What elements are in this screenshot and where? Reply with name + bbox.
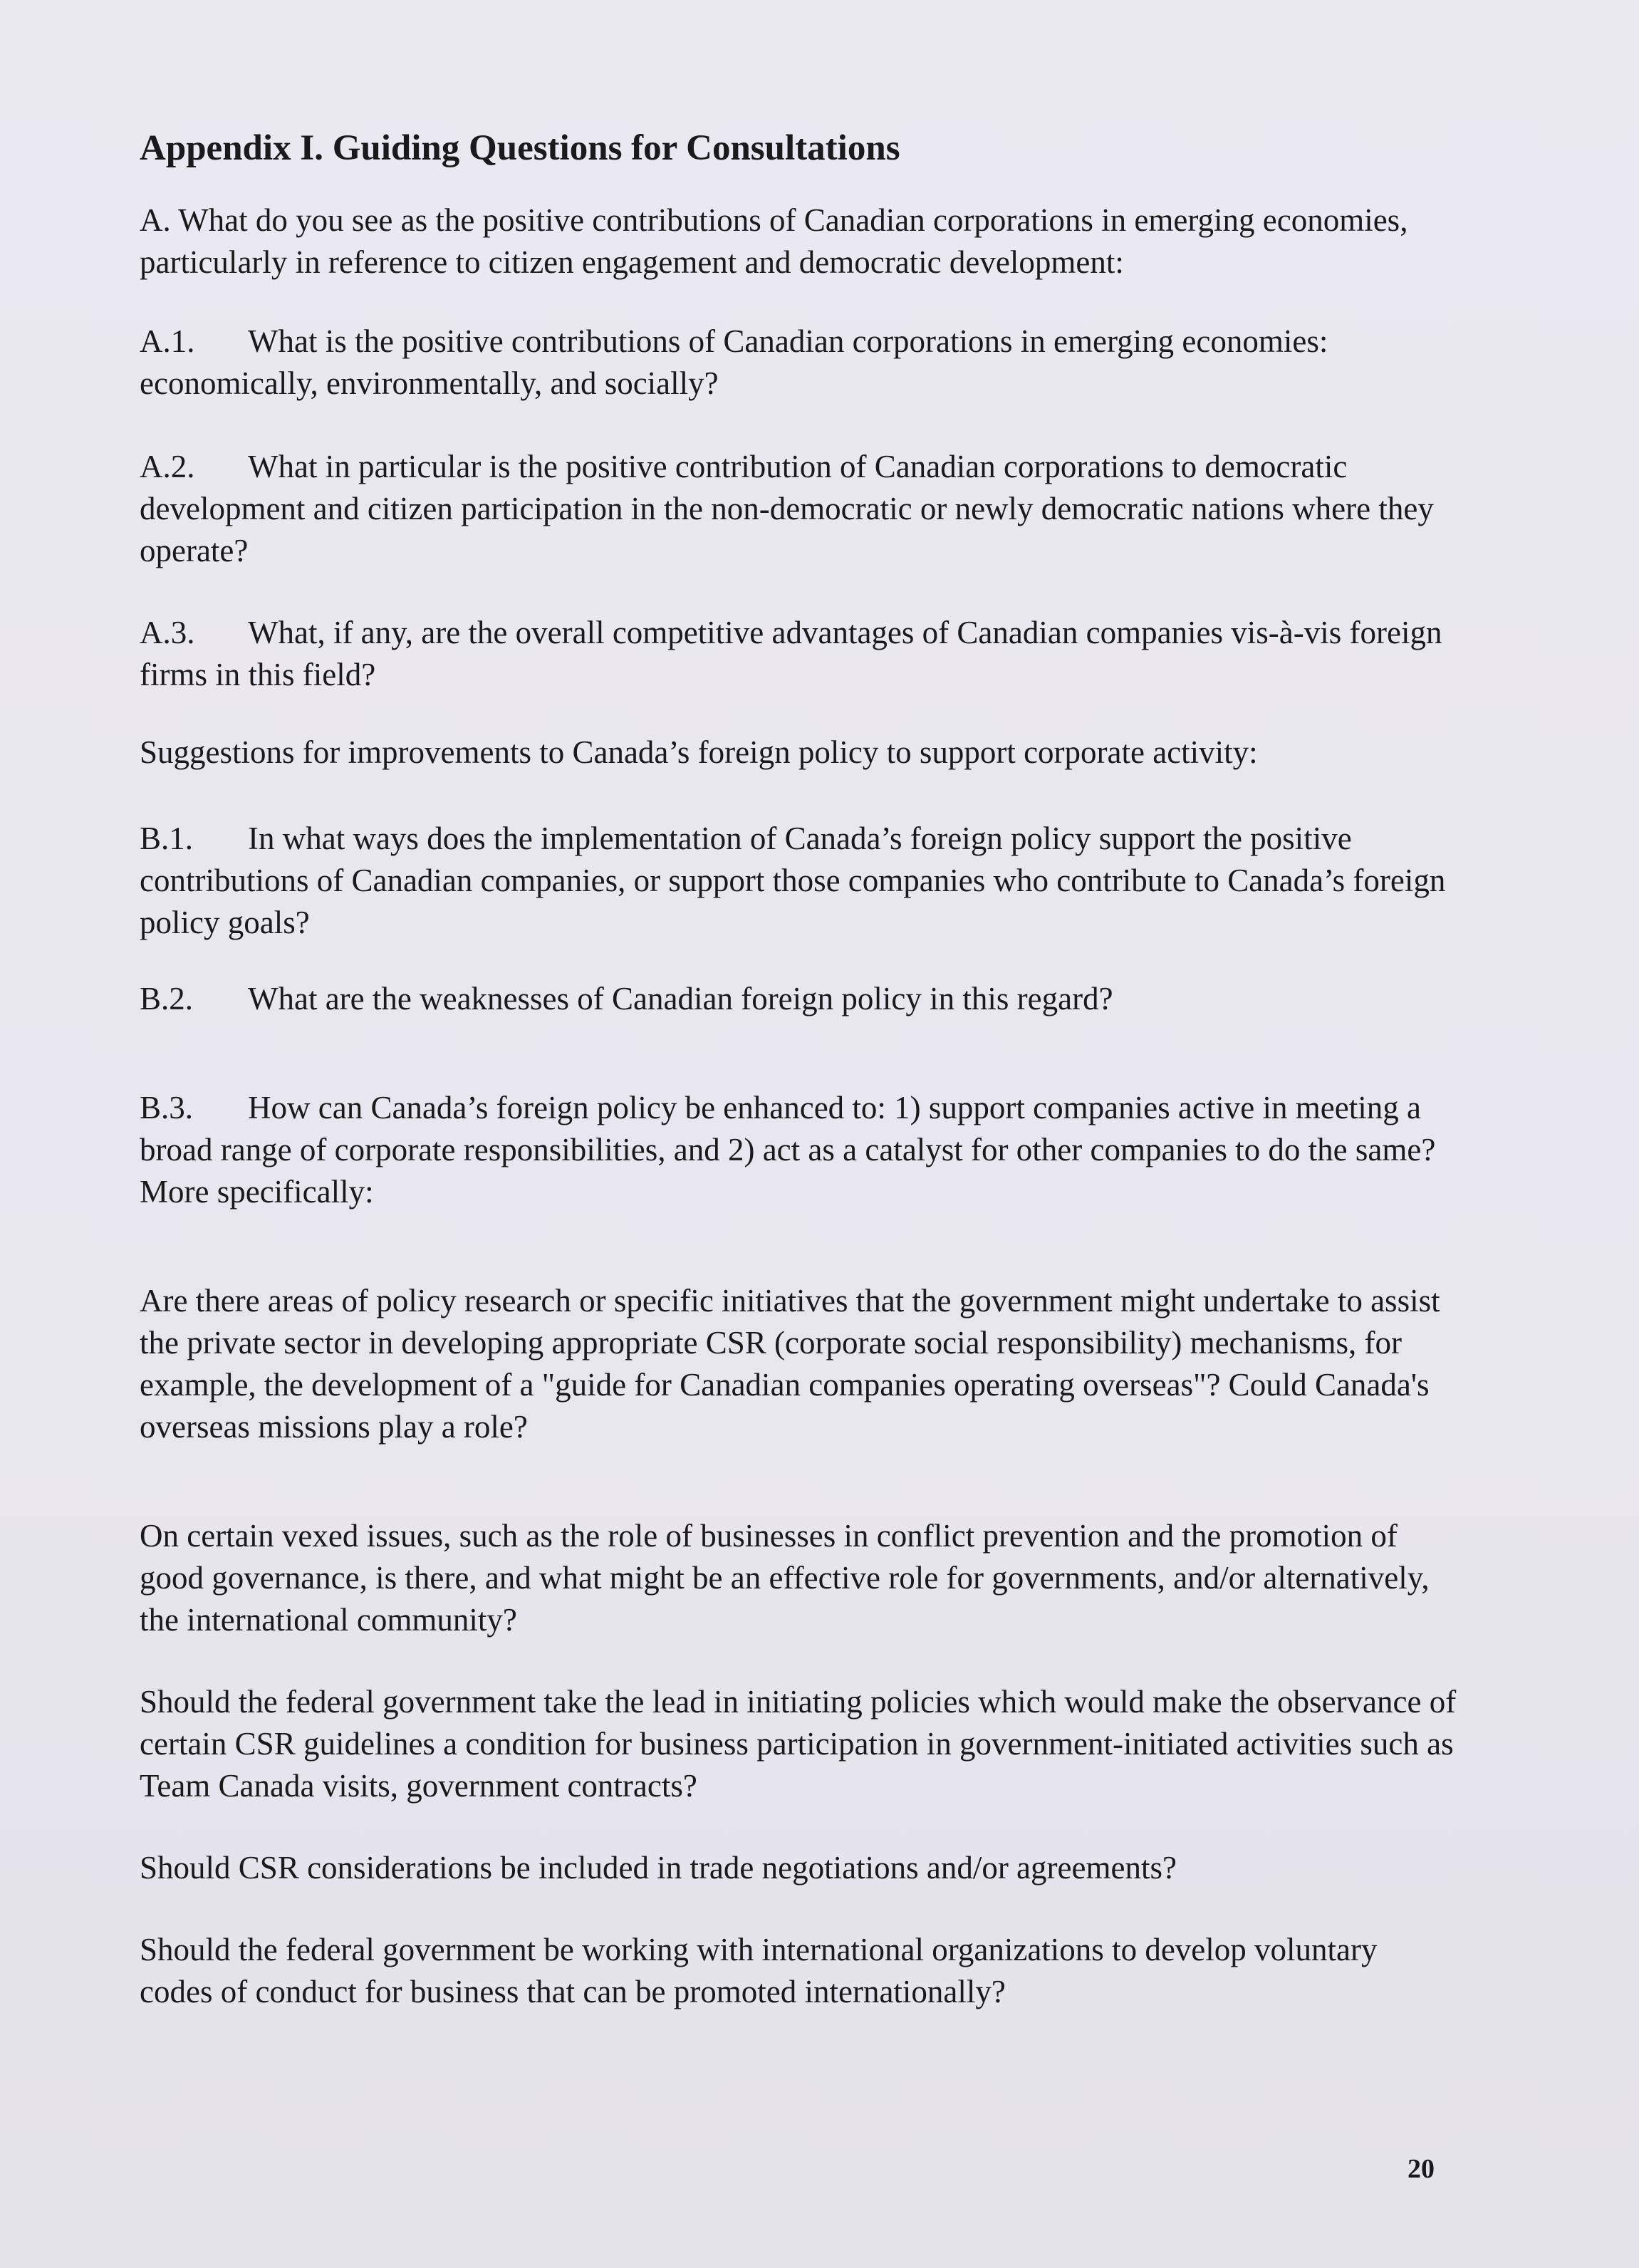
question-b2 xyxy=(140,978,1457,1020)
question-text: What is the positive contributions of Canadian corporations in emerging economies: economically, environmentally, and socially? xyxy=(140,323,1328,401)
question-text: In what ways does the implementation of Canada’s foreign policy support the positive contributions of Canadian companies, or support those companies who contribute to Canada’s foreign policy goals? xyxy=(140,821,1446,940)
question-text: How can Canada’s foreign policy be enhanced to: 1) support companies active in meeting a broad range of corporate responsibilities, and 2) act as a catalyst for other companies to do the same? More specifically: xyxy=(140,1090,1436,1210)
follow-up-question: Should CSR considerations be included in trade negotiations and/or agreements? xyxy=(140,1850,1177,1885)
question-text: What are the weaknesses of Canadian foreign policy in this regard? xyxy=(248,981,1113,1016)
section-a-intro: A. What do you see as the positive contributions of Canadian corporations in emerging economies, particularly in reference to citizen engagement and democratic development: xyxy=(140,202,1408,280)
follow-up-question: Should the federal government be working with international organizations to develop voluntary codes of conduct for business that can be promoted internationally? xyxy=(140,1932,1378,2009)
question-a2 xyxy=(140,446,1457,572)
section-b-intro: Suggestions for improvements to Canada’s foreign policy to support corporate activity: xyxy=(140,734,1258,770)
follow-up-question: Are there areas of policy research or specific initiatives that the government might undertake to assist the private sector in developing appropriate CSR (corporate social responsibility) mechanisms, for example, the development of a "guide for Canadian companies operating overseas"? Could Canada's overseas missions play a role? xyxy=(140,1283,1440,1445)
question-label: B.3. xyxy=(140,1090,194,1125)
page-content xyxy=(140,127,1457,2013)
question-text: What in particular is the positive contribution of Canadian corporations to democratic development and citizen participation in the non-democratic or newly democratic nations where they operate? xyxy=(140,449,1434,568)
question-label: B.1. xyxy=(140,821,194,856)
page-heading: Appendix I. Guiding Questions for Consultations xyxy=(140,128,900,168)
page-number: 20 xyxy=(1408,2154,1435,2184)
question-b1 xyxy=(140,818,1457,944)
follow-up-question: Should the federal government take the lead in initiating policies which would make the observance of certain CSR guidelines a condition for business participation in government-initiated activities such as Team Canada visits, government contracts? xyxy=(140,1684,1457,1804)
question-text: What, if any, are the overall competitive advantages of Canadian companies vis-à-vis foreign firms in this field? xyxy=(140,615,1442,692)
question-label: A.2. xyxy=(140,449,195,484)
question-label: B.2. xyxy=(140,981,194,1016)
follow-up-question: On certain vexed issues, such as the role of businesses in conflict prevention and the promotion of good governance, is there, and what might be an effective role for governments, and/or alternatively, the international community? xyxy=(140,1518,1430,1638)
question-label: A.1. xyxy=(140,323,195,359)
question-a3 xyxy=(140,612,1457,696)
question-a1 xyxy=(140,321,1457,405)
question-b3 xyxy=(140,1087,1457,1213)
question-label: A.3. xyxy=(140,615,195,650)
